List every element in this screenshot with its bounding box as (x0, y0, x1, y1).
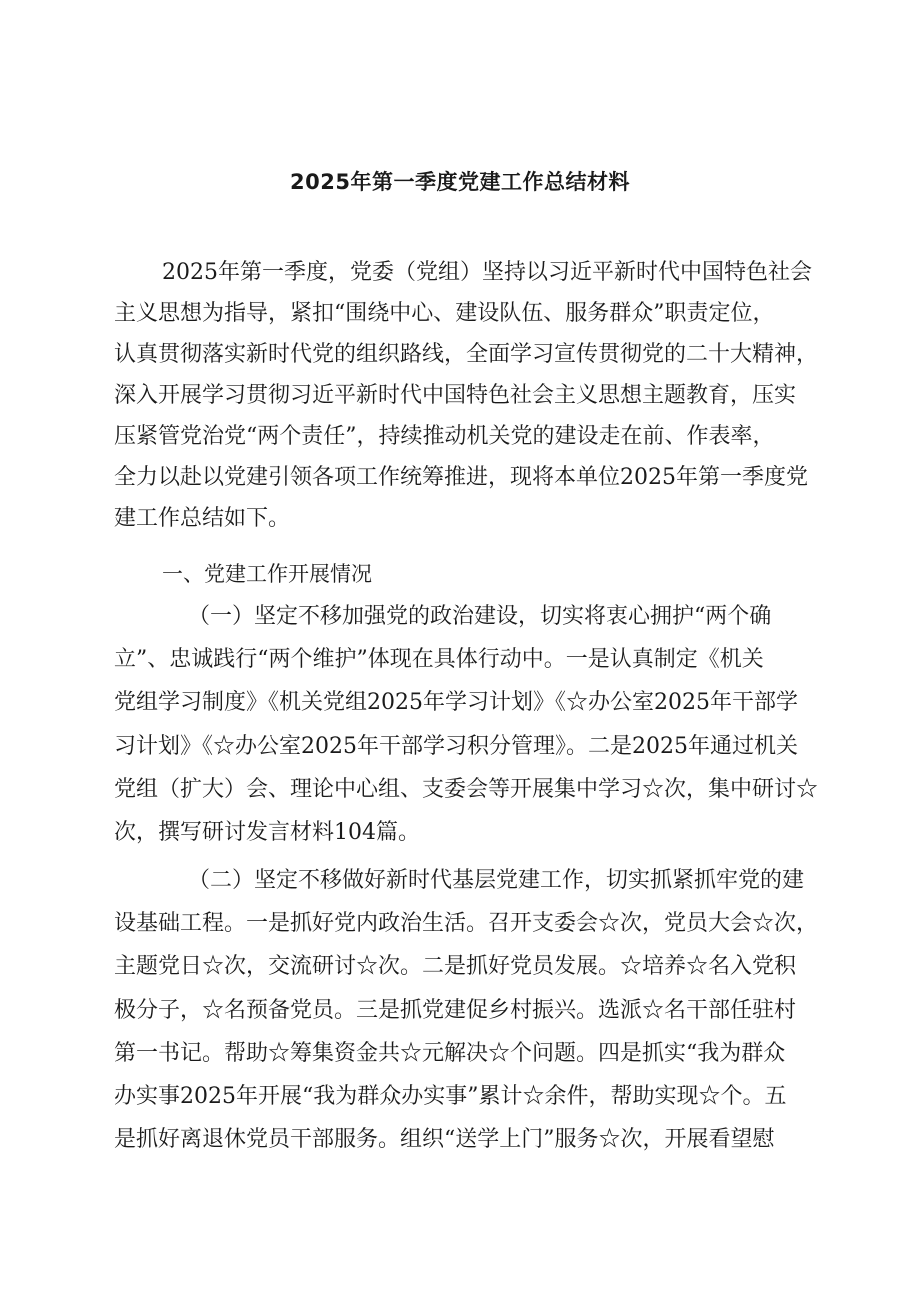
intro-line-2: 主义思想为指导，紧扣“围绕中心、建设队伍、服务群众”职责定位， (114, 301, 775, 326)
subsection1-line-2: 立”、忠诚践行“两个维护”体现在具体行动中。一是认真制定《机关 (114, 647, 764, 672)
subsection2-line-2: 设基础工程。一是抓好党内政治生活。召开支委会☆次，党员大会☆次， (114, 911, 819, 936)
subsection2-line-1: （二）坚定不移做好新时代基层党建工作，切实抓紧抓牢党的建 (188, 868, 805, 893)
subsection2-line-7: 是抓好离退休党员干部服务。组织“送学上门”服务☆次，开展看望慰 (114, 1127, 775, 1152)
subsection1-line-1: （一）坚定不移加强党的政治建设，切实将衷心拥护“两个确 (188, 604, 772, 629)
intro-line-5: 压紧管党治党“两个责任”，持续推动机关党的建设走在前、作表率， (114, 424, 775, 449)
subsection1-line-3: 党组学习制度》《机关党组2025年学习计划》《☆办公室2025年干部学 (114, 690, 798, 715)
subsection1-line-4: 习计划》《☆办公室2025年干部学习积分管理》。二是2025年通过机关 (114, 734, 798, 759)
intro-line-6: 全力以赴以党建引领各项工作统筹推进，现将本单位2025年第一季度党 (114, 465, 808, 490)
document-title: 2025年第一季度党建工作总结材料 (290, 170, 630, 194)
subsection2-line-6: 办实事2025年开展“我为群众办实事”累计☆余件，帮助实现☆个。五 (114, 1084, 787, 1109)
subsection1-line-5: 党组（扩大）会、理论中心组、支委会等开展集中学习☆次，集中研讨☆ (114, 777, 819, 802)
section-heading: 一、党建工作开展情况 (162, 562, 372, 586)
intro-line-1: 2025年第一季度，党委（党组）坚持以习近平新时代中国特色社会 (162, 260, 812, 285)
intro-line-7: 建工作总结如下。 (114, 506, 291, 531)
intro-line-4: 深入开展学习贯彻习近平新时代中国特色社会主义思想主题教育，压实 (114, 383, 797, 408)
subsection2-line-3: 主题党日☆次，交流研讨☆次。二是抓好党员发展。☆培养☆名入党积 (114, 954, 797, 979)
subsection1-line-6: 次，撰写研讨发言材料104篇。 (114, 820, 420, 845)
subsection2-line-4: 极分子，☆名预备党员。三是抓党建促乡村振兴。选派☆名干部任驻村 (114, 998, 797, 1023)
subsection2-line-5: 第一书记。帮助☆筹集资金共☆元解决☆个问题。四是抓实“我为群众 (114, 1041, 786, 1066)
intro-line-3: 认真贯彻落实新时代党的组织路线，全面学习宣传贯彻党的二十大精神， (114, 342, 819, 367)
